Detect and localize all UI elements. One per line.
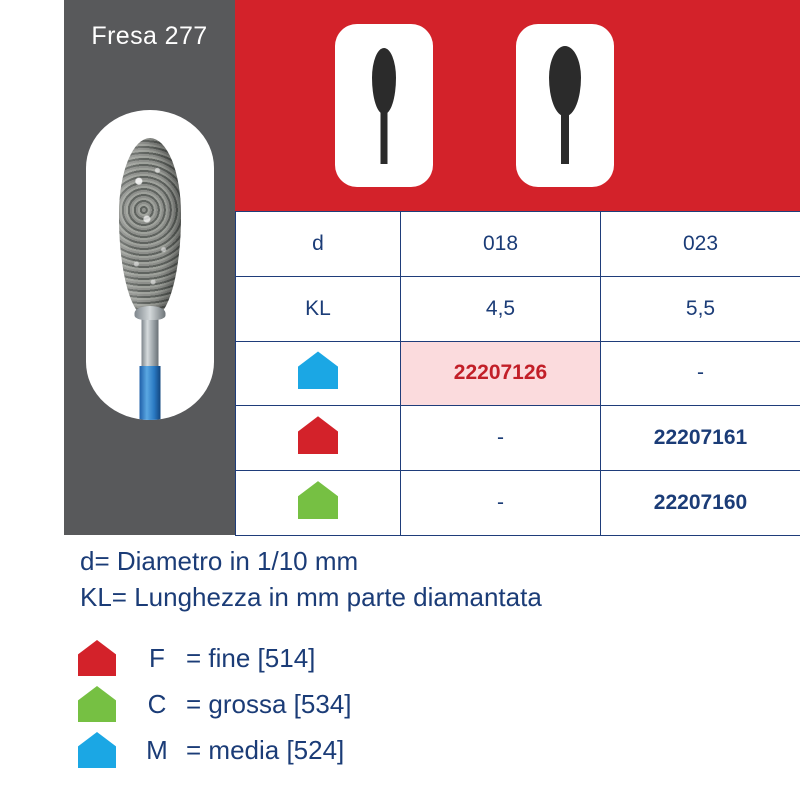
- bur-shank-icon: [561, 114, 569, 164]
- legend: [64, 543, 800, 773]
- grossa-marker-icon: [298, 481, 338, 519]
- product-code: -: [697, 361, 704, 385]
- table-row: [236, 406, 800, 471]
- product-code: -: [497, 426, 504, 450]
- media-marker-icon: [298, 351, 338, 389]
- code-cell-grossa-018: [401, 471, 601, 536]
- grit-letter: M: [146, 734, 168, 765]
- legend-kl-note: KL= Lunghezza in mm parte diamantata: [80, 582, 542, 612]
- product-code: 22207126: [453, 361, 548, 385]
- top-block: [64, 0, 800, 535]
- bur-head-icon: [372, 48, 396, 114]
- table-row: [236, 212, 800, 277]
- bur-shank-icon: [140, 366, 161, 420]
- shape-thumbnail-018: [335, 24, 433, 187]
- code-cell-media-023: [601, 341, 800, 406]
- diameter-value-col2: 023: [601, 212, 800, 277]
- grit-description: = fine [514]: [186, 642, 316, 673]
- grit-description: = media [524]: [186, 734, 345, 765]
- grit-description: = grossa [534]: [186, 688, 352, 719]
- page-title: Fresa 277: [91, 22, 208, 50]
- code-cell-fine-023[interactable]: [601, 406, 800, 471]
- list-item: [78, 635, 800, 681]
- grit-letter: F: [149, 642, 165, 673]
- product-code: 22207160: [653, 491, 748, 515]
- grit-marker-cell-media: [236, 341, 401, 406]
- bur-head-icon: [549, 46, 581, 116]
- grit-letter: C: [147, 688, 167, 719]
- row-label-kl: KL: [236, 276, 401, 341]
- media-marker-icon: [78, 732, 116, 768]
- kl-value-col2: 5,5: [601, 276, 800, 341]
- bur-shank-icon: [381, 112, 388, 164]
- bur-neck-icon: [142, 314, 159, 366]
- product-code: 22207161: [653, 426, 748, 450]
- code-cell-fine-018: [401, 406, 601, 471]
- fine-marker-icon: [78, 640, 116, 676]
- bur-head-icon: [119, 138, 181, 318]
- row-label-diameter: d: [236, 212, 401, 277]
- kl-value-col1: 4,5: [401, 276, 601, 341]
- specification-table: [235, 211, 800, 536]
- code-cell-grossa-023[interactable]: [601, 471, 800, 536]
- code-cell-media-018[interactable]: [401, 341, 601, 406]
- grit-marker-cell-fine: [236, 406, 401, 471]
- list-item: [78, 681, 800, 727]
- product-photo: [86, 110, 214, 420]
- fine-marker-icon: [298, 416, 338, 454]
- grit-legend-list: [64, 635, 800, 773]
- shape-header-banner: [235, 0, 800, 211]
- shape-thumbnail-023: [516, 24, 614, 187]
- diameter-value-col1: 018: [401, 212, 601, 277]
- list-item: [78, 727, 800, 773]
- table-row: [236, 276, 800, 341]
- grossa-marker-icon: [78, 686, 116, 722]
- table-row: [236, 341, 800, 406]
- legend-diameter-note: d= Diametro in 1/10 mm: [80, 546, 359, 576]
- product-panel: [64, 0, 235, 535]
- product-code: -: [497, 491, 504, 515]
- table-row: [236, 471, 800, 536]
- grit-marker-cell-grossa: [236, 471, 401, 536]
